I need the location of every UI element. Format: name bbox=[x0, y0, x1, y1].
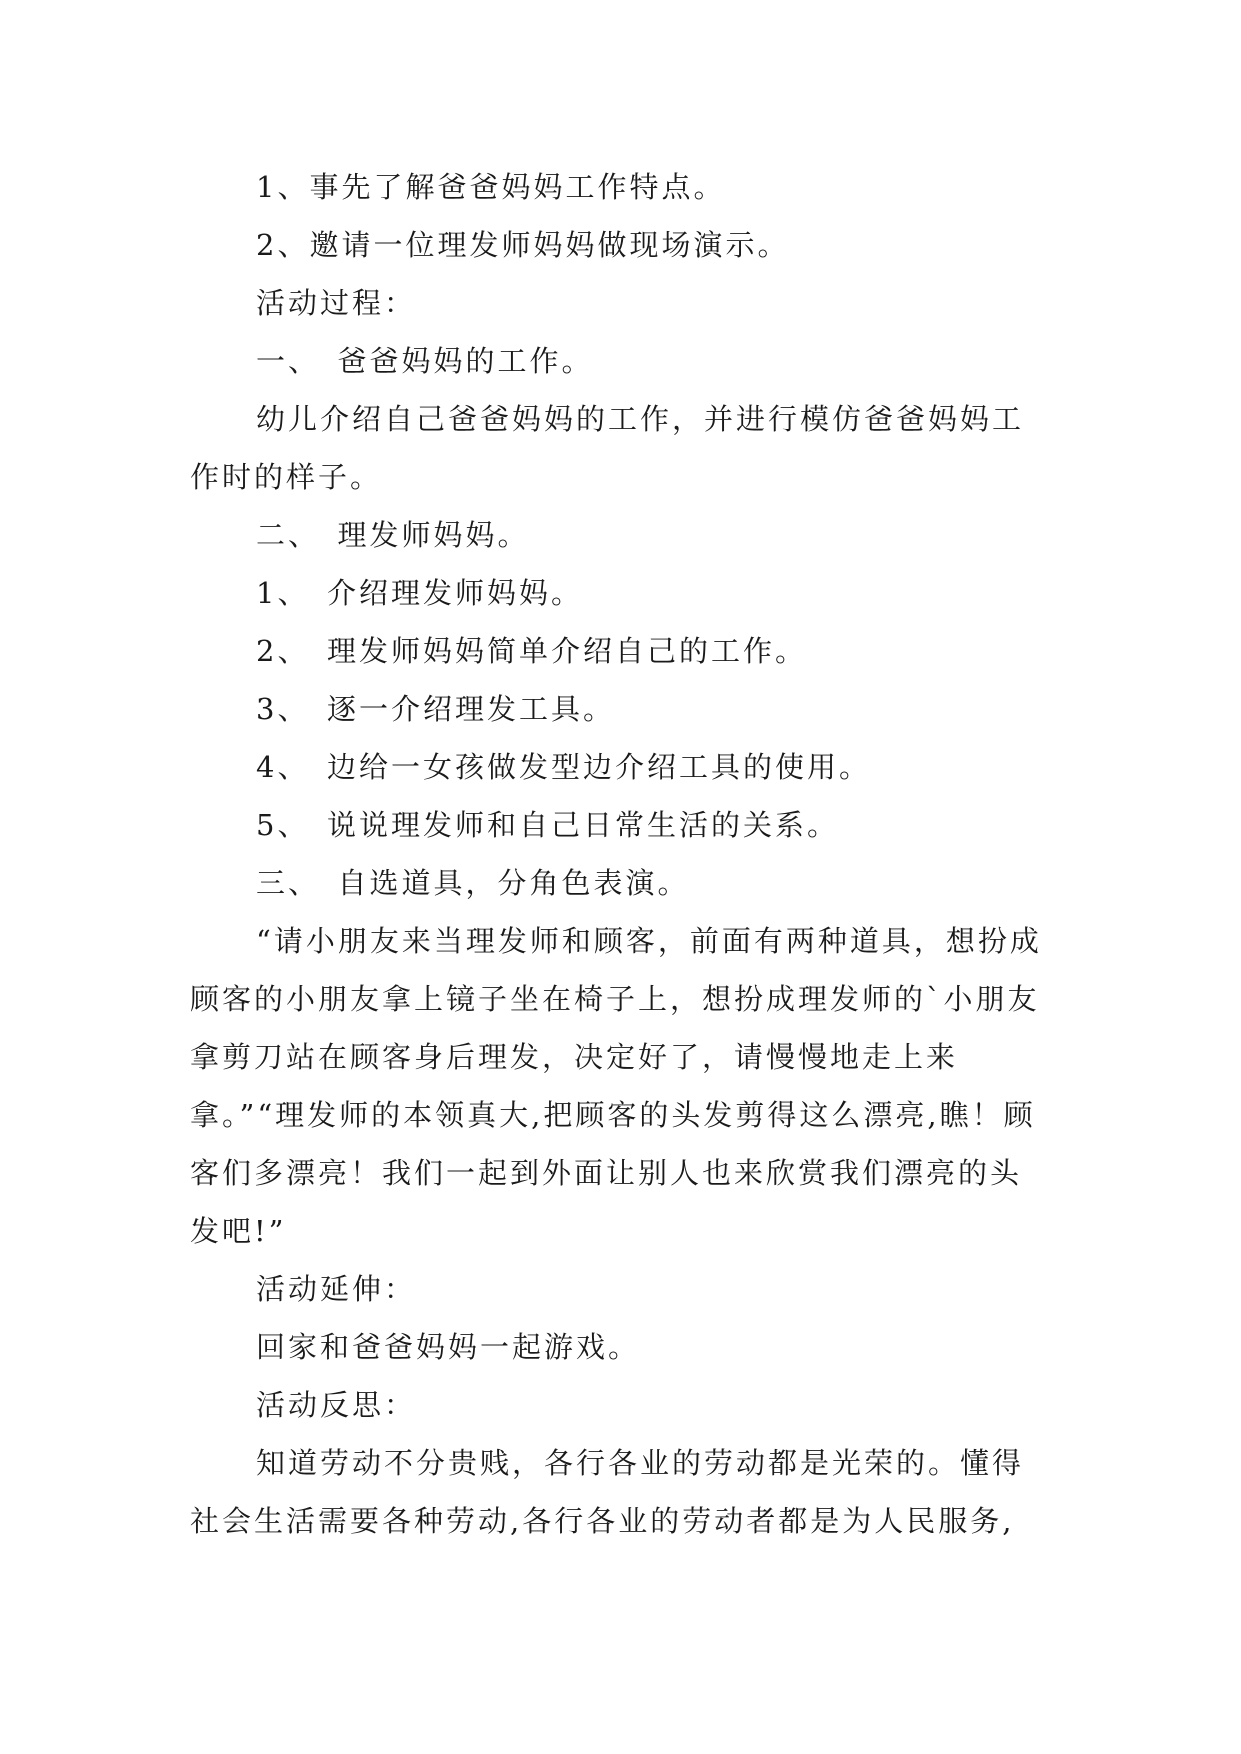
list-item-2: 2、 理发师妈妈简单介绍自己的工作。 bbox=[256, 634, 807, 668]
paragraph-extension-body: 回家和爸爸妈妈一起游戏。 bbox=[256, 1330, 641, 1364]
paragraph-prep-1: 1、事先了解爸爸妈妈工作特点。 bbox=[256, 170, 726, 204]
paragraph-role-play-dialogue: “请小朋友来当理发师和顾客，前面有两种道具，想扮成顾客的小朋友拿上镜子坐在椅子上，想扮成理发师的`小朋友拿剪刀站在顾客身后理发，决定好了，请慢慢地走上来拿。”“理发师的本领真大,把顾客的头发剪得这么漂亮,瞧！顾客们多漂亮！我们一起到外面让别人也来欣赏我们漂亮的头发吧!” bbox=[190, 924, 1042, 1248]
list-item-1: 1、 介绍理发师妈妈。 bbox=[256, 576, 583, 610]
paragraph-reflection-body: 知道劳动不分贵贱，各行各业的劳动都是光荣的。懂得社会生活需要各种劳动,各行各业的劳动者都是为人民服务, bbox=[190, 1446, 1025, 1538]
list-item-4: 4、 边给一女孩做发型边介绍工具的使用。 bbox=[256, 750, 871, 784]
section-heading-1: 一、 爸爸妈妈的工作。 bbox=[256, 344, 594, 378]
heading-activity-reflection: 活动反思： bbox=[256, 1388, 417, 1422]
paragraph-section-1-body: 幼儿介绍自己爸爸妈妈的工作，并进行模仿爸爸妈妈工作时的样子。 bbox=[190, 402, 1025, 494]
list-item-5: 5、 说说理发师和自己日常生活的关系。 bbox=[256, 808, 839, 842]
heading-activity-extension: 活动延伸： bbox=[256, 1272, 417, 1306]
list-item-3: 3、 逐一介绍理发工具。 bbox=[256, 692, 615, 726]
heading-activity-process: 活动过程： bbox=[256, 286, 417, 320]
paragraph-prep-2: 2、邀请一位理发师妈妈做现场演示。 bbox=[256, 228, 790, 262]
section-heading-3: 三、 自选道具，分角色表演。 bbox=[256, 866, 690, 900]
section-heading-2: 二、 理发师妈妈。 bbox=[256, 518, 530, 552]
document-body bbox=[190, 158, 1050, 1550]
